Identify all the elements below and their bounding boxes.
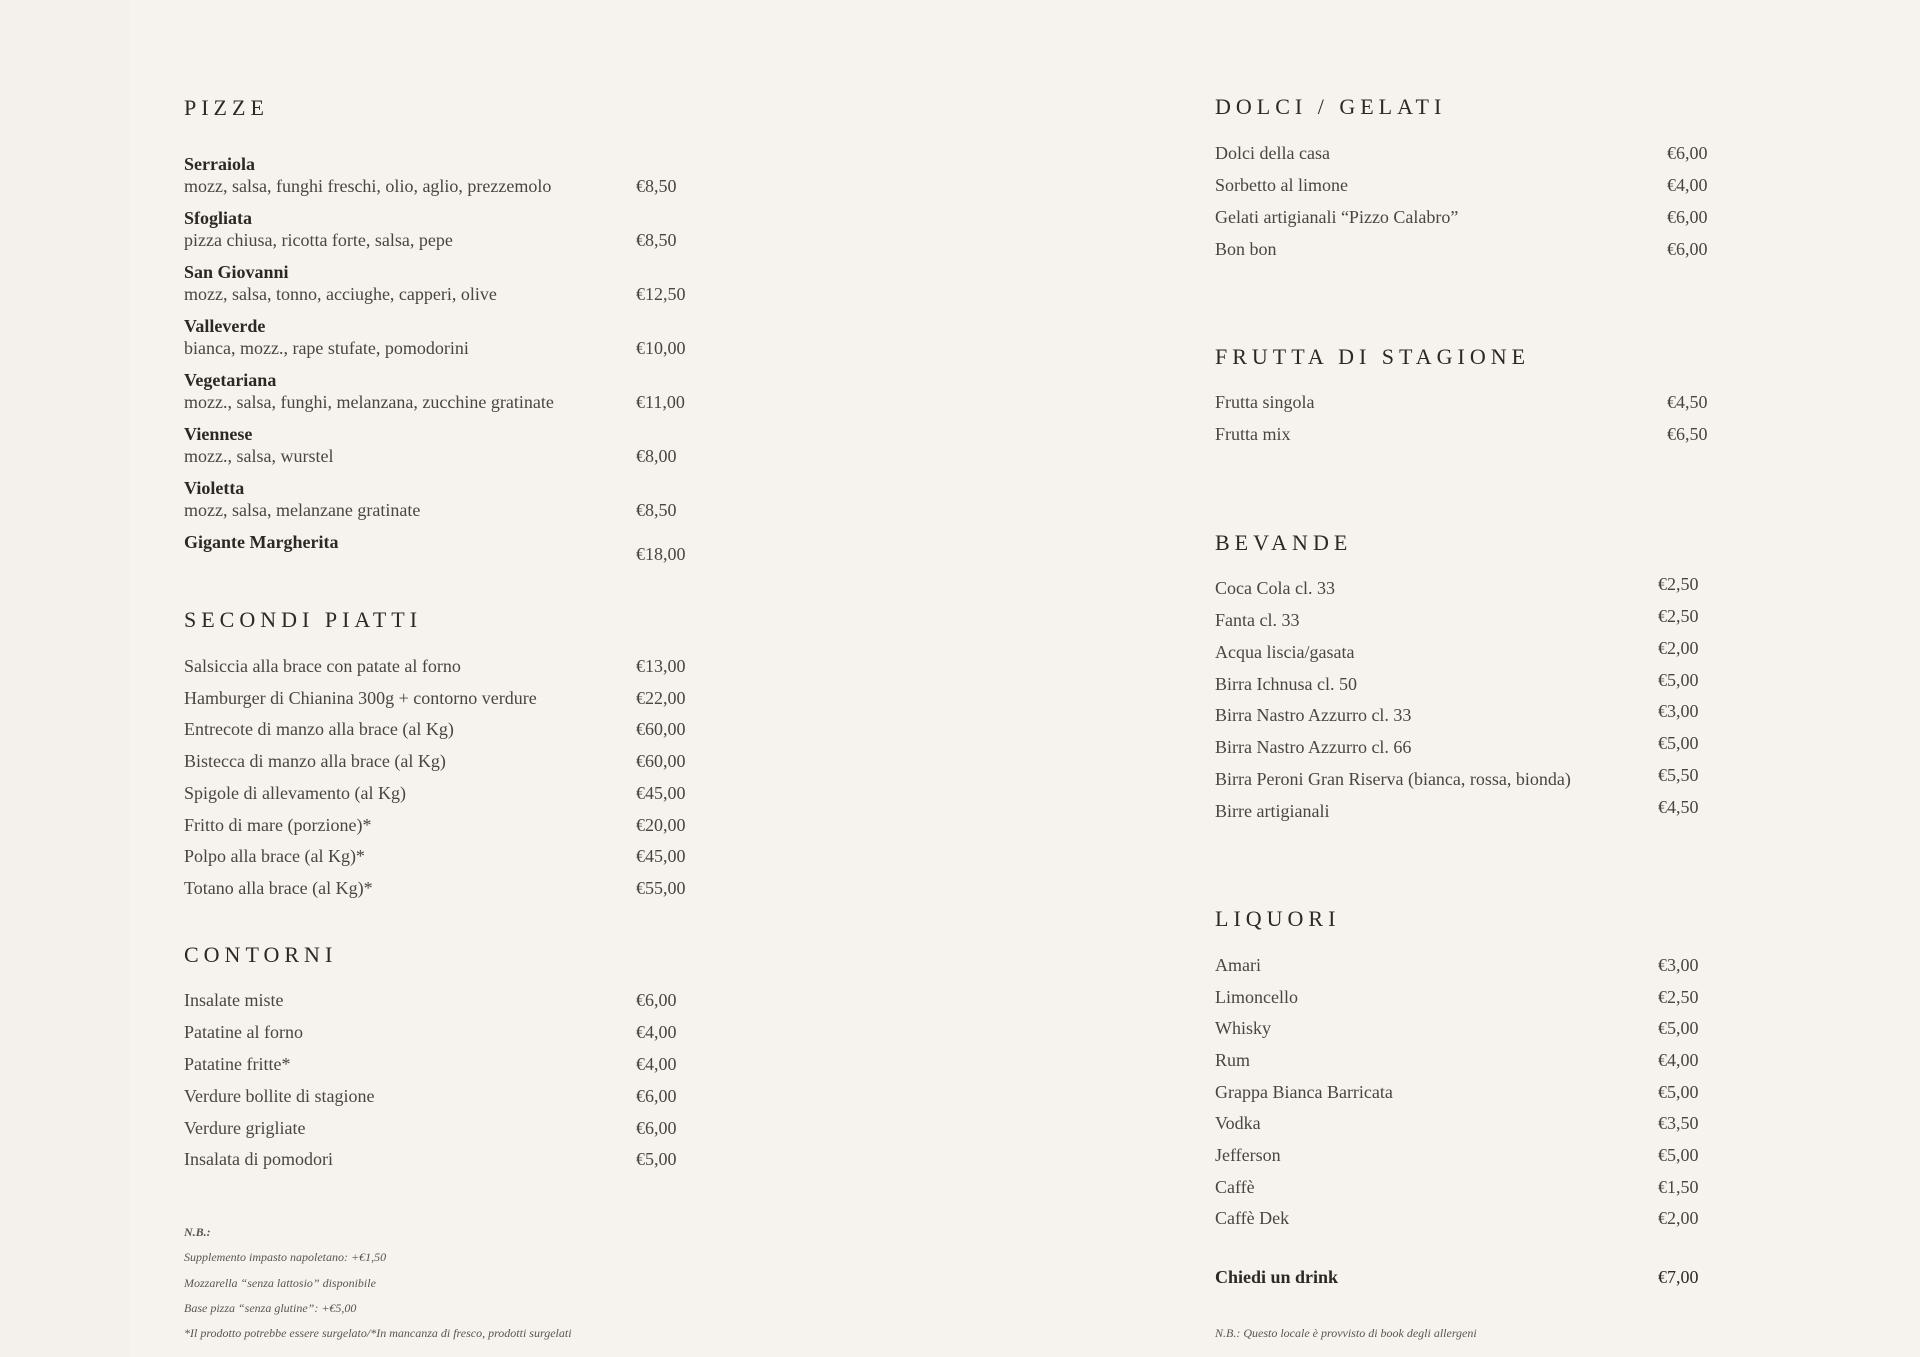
item-name: Whisky <box>1215 1018 1271 1038</box>
item-name: Patatine fritte* <box>184 1054 291 1074</box>
pizza-price: €8,00 <box>636 446 677 466</box>
pizza-price: €8,50 <box>636 230 677 250</box>
item-name: Bon bon <box>1215 239 1277 259</box>
pizza-name: Viennese <box>184 424 253 444</box>
item-price: €6,00 <box>636 1086 677 1106</box>
pizza-name: Serraiola <box>184 154 255 174</box>
pizza-name: Sfogliata <box>184 208 253 228</box>
item-price: €5,00 <box>1658 670 1699 690</box>
contorni-heading: CONTORNI <box>184 942 338 967</box>
pizza-price: €12,50 <box>636 284 686 304</box>
bevande-heading: BEVANDE <box>1215 530 1353 555</box>
item-price: €5,50 <box>1658 765 1699 785</box>
item-price: €4,00 <box>1658 1050 1699 1070</box>
note-line: *Il prodotto potrebbe essere surgelato/*In mancanza di fresco, prodotti surgelati <box>184 1326 572 1340</box>
pizza-name: Violetta <box>184 478 245 498</box>
item-price: €4,00 <box>636 1022 677 1042</box>
note-line: Base pizza “senza glutine”: +€5,00 <box>184 1301 357 1315</box>
item-name: Coca Cola cl. 33 <box>1215 578 1335 598</box>
pizza-name: San Giovanni <box>184 262 289 282</box>
item-name: Spigole di allevamento (al Kg) <box>184 783 406 803</box>
item-price: €6,00 <box>1667 143 1708 163</box>
item-name: Hamburger di Chianina 300g + contorno verdure <box>184 688 537 708</box>
item-price: €2,00 <box>1658 1208 1699 1228</box>
item-name: Birra Nastro Azzurro cl. 66 <box>1215 737 1412 757</box>
item-name: Dolci della casa <box>1215 143 1330 163</box>
item-name: Caffè <box>1215 1177 1255 1197</box>
item-price: €6,50 <box>1667 424 1708 444</box>
note-line: Supplemento impasto napoletano: +€1,50 <box>184 1250 387 1264</box>
item-name: Polpo alla brace (al Kg)* <box>184 846 365 866</box>
drink-price: €7,00 <box>1658 1267 1699 1287</box>
allergen-note: N.B.: Questo locale è provvisto di book degli allergeni <box>1215 1326 1477 1340</box>
pizza-price: €18,00 <box>636 544 686 564</box>
item-price: €45,00 <box>636 846 686 866</box>
item-name: Gelati artigianali “Pizzo Calabro” <box>1215 207 1459 227</box>
item-price: €4,00 <box>636 1054 677 1074</box>
item-price: €3,00 <box>1658 955 1699 975</box>
item-name: Limoncello <box>1215 987 1298 1007</box>
menu-page <box>130 0 1920 1357</box>
item-name: Totano alla brace (al Kg)* <box>184 878 373 898</box>
item-name: Amari <box>1215 955 1261 975</box>
item-price: €5,00 <box>1658 1082 1699 1102</box>
dolci-heading: DOLCI / GELATI <box>1215 94 1447 119</box>
secondi-heading: SECONDI PIATTI <box>184 607 423 632</box>
item-price: €5,00 <box>1658 1145 1699 1165</box>
pizza-desc: mozz., salsa, wurstel <box>184 446 334 466</box>
pizza-desc: mozz, salsa, funghi freschi, olio, aglio, prezzemolo <box>184 176 552 196</box>
item-price: €13,00 <box>636 656 686 676</box>
pizza-desc: pizza chiusa, ricotta forte, salsa, pepe <box>184 230 453 250</box>
item-name: Grappa Bianca Barricata <box>1215 1082 1393 1102</box>
note-line: Mozzarella “senza lattosio” disponibile <box>184 1276 376 1290</box>
pizza-price: €11,00 <box>636 392 685 412</box>
item-name: Acqua liscia/gasata <box>1215 642 1355 662</box>
item-name: Insalate miste <box>184 990 284 1010</box>
pizza-price: €10,00 <box>636 338 686 358</box>
item-price: €5,00 <box>1658 733 1699 753</box>
item-name: Frutta singola <box>1215 392 1315 412</box>
item-name: Insalata di pomodori <box>184 1149 333 1169</box>
item-name: Birre artigianali <box>1215 801 1330 821</box>
item-name: Caffè Dek <box>1215 1208 1290 1228</box>
item-price: €55,00 <box>636 878 686 898</box>
pizza-price: €8,50 <box>636 176 677 196</box>
item-price: €4,50 <box>1658 797 1699 817</box>
item-price: €2,50 <box>1658 574 1699 594</box>
item-price: €4,50 <box>1667 392 1708 412</box>
pizza-name: Valleverde <box>184 316 266 336</box>
item-name: Entrecote di manzo alla brace (al Kg) <box>184 719 454 739</box>
frutta-heading: FRUTTA DI STAGIONE <box>1215 344 1531 369</box>
item-name: Bistecca di manzo alla brace (al Kg) <box>184 751 446 771</box>
pizze-heading: PIZZE <box>184 95 269 120</box>
pizza-price: €8,50 <box>636 500 677 520</box>
item-price: €20,00 <box>636 815 686 835</box>
item-price: €45,00 <box>636 783 686 803</box>
item-price: €2,50 <box>1658 987 1699 1007</box>
pizza-desc: mozz, salsa, tonno, acciughe, capperi, olive <box>184 284 497 304</box>
item-price: €5,00 <box>1658 1018 1699 1038</box>
item-name: Fanta cl. 33 <box>1215 610 1300 630</box>
item-name: Verdure bollite di stagione <box>184 1086 375 1106</box>
item-price: €6,00 <box>636 1118 677 1138</box>
item-name: Birra Nastro Azzurro cl. 33 <box>1215 705 1412 725</box>
item-name: Rum <box>1215 1050 1251 1070</box>
pizza-name: Vegetariana <box>184 370 277 390</box>
item-price: €6,00 <box>1667 239 1708 259</box>
item-price: €22,00 <box>636 688 686 708</box>
item-price: €1,50 <box>1658 1177 1699 1197</box>
pizza-desc: bianca, mozz., rape stufate, pomodorini <box>184 338 469 358</box>
item-name: Sorbetto al limone <box>1215 175 1348 195</box>
item-name: Birra Ichnusa cl. 50 <box>1215 674 1357 694</box>
item-name: Salsiccia alla brace con patate al forno <box>184 656 461 676</box>
note-title: N.B.: <box>184 1225 211 1239</box>
item-price: €2,50 <box>1658 606 1699 626</box>
item-price: €60,00 <box>636 719 686 739</box>
item-name: Patatine al forno <box>184 1022 303 1042</box>
item-name: Verdure grigliate <box>184 1118 306 1138</box>
item-price: €5,00 <box>636 1149 677 1169</box>
pizza-desc: mozz, salsa, melanzane gratinate <box>184 500 421 520</box>
item-name: Jefferson <box>1215 1145 1281 1165</box>
item-price: €6,00 <box>636 990 677 1010</box>
item-name: Fritto di mare (porzione)* <box>184 815 372 835</box>
item-price: €4,00 <box>1667 175 1708 195</box>
pizza-desc: mozz., salsa, funghi, melanzana, zucchine gratinate <box>184 392 554 412</box>
drink-name: Chiedi un drink <box>1215 1267 1339 1287</box>
item-price: €3,50 <box>1658 1113 1699 1133</box>
pizza-name: Gigante Margherita <box>184 532 339 552</box>
item-price: €60,00 <box>636 751 686 771</box>
item-price: €2,00 <box>1658 638 1699 658</box>
item-name: Frutta mix <box>1215 424 1291 444</box>
item-price: €6,00 <box>1667 207 1708 227</box>
item-name: Birra Peroni Gran Riserva (bianca, rossa, bionda) <box>1215 769 1571 789</box>
liquori-heading: LIQUORI <box>1215 906 1341 931</box>
item-name: Vodka <box>1215 1113 1261 1133</box>
item-price: €3,00 <box>1658 701 1699 721</box>
